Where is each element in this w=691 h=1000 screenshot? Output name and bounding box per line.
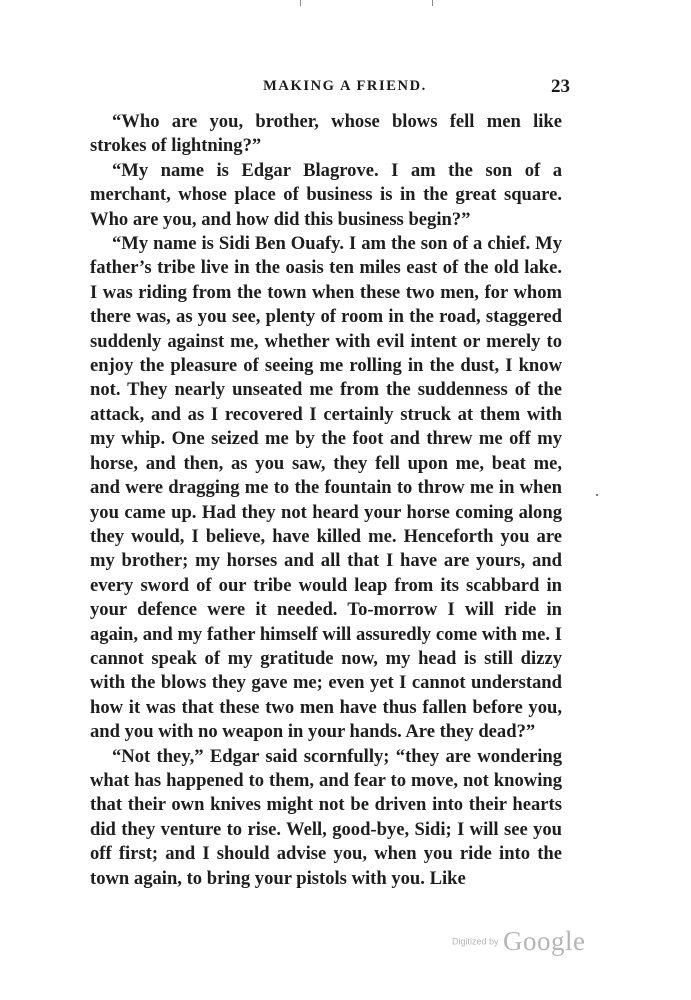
- running-title: MAKING A FRIEND.: [263, 78, 427, 94]
- paragraph: “My name is Sidi Ben Ouafy. I am the son of a chief. My father’s tribe live in the oasis ten miles east of the old lake. I was riding from the town when these two men, for whom there was, as you see, plenty of room in the road, staggered suddenly against me, whether with evil intent or merely to enjoy the pleasure of seeing me rolling in the dust, I know not. They nearly unseated me from the suddenness of the attack, and as I recovered I certainly struck at them with my whip. One seized me by the foot and threw me off my horse, and then, as you saw, they fell upon me, beat me, and were dragging me to the fountain to throw me in when you came up. Had they not heard your horse coming along they would, I believe, have killed me. Henceforth you are my brother; my horses and all that I have are yours, and every sword of our tribe would leap from its scabbard in your defence were it needed. To-morrow I will ride in again, and my father himself will assuredly come with me. I cannot speak of my gratitude now, my head is still dizzy with the blows they gave me; even yet I cannot understand how it was that these two men have thus fallen before you, and you with no weapon in your hands. Are they dead?”: [90, 233, 562, 743]
- scan-mark: [432, 0, 433, 6]
- scan-mark: [300, 0, 301, 6]
- paragraph: “My name is Edgar Blagrove. I am the son of a merchant, whose place of business is in the great square. Who are you, and how did this business begin?”: [90, 159, 562, 230]
- paragraph: “Who are you, brother, whose blows fell men like strokes of lightning?”: [90, 111, 562, 157]
- page-number: 23: [551, 76, 570, 97]
- digitized-watermark: [452, 926, 585, 957]
- scan-speck: [596, 494, 598, 496]
- body-text: [90, 110, 562, 891]
- watermark-prefix: Digitized by: [452, 936, 499, 947]
- google-logo: Google: [502, 926, 586, 956]
- page-header: [90, 78, 570, 100]
- paragraph: “Not they,” Edgar said scornfully; “they are wondering what has happened to them, and fear to move, not knowing that their own knives might not be driven into their hearts did they venture to rise. Well, good-bye, Sidi; I will see you off first; and I should advise you, when you ride into the town again, to bring your pistols with you. Like: [90, 745, 562, 889]
